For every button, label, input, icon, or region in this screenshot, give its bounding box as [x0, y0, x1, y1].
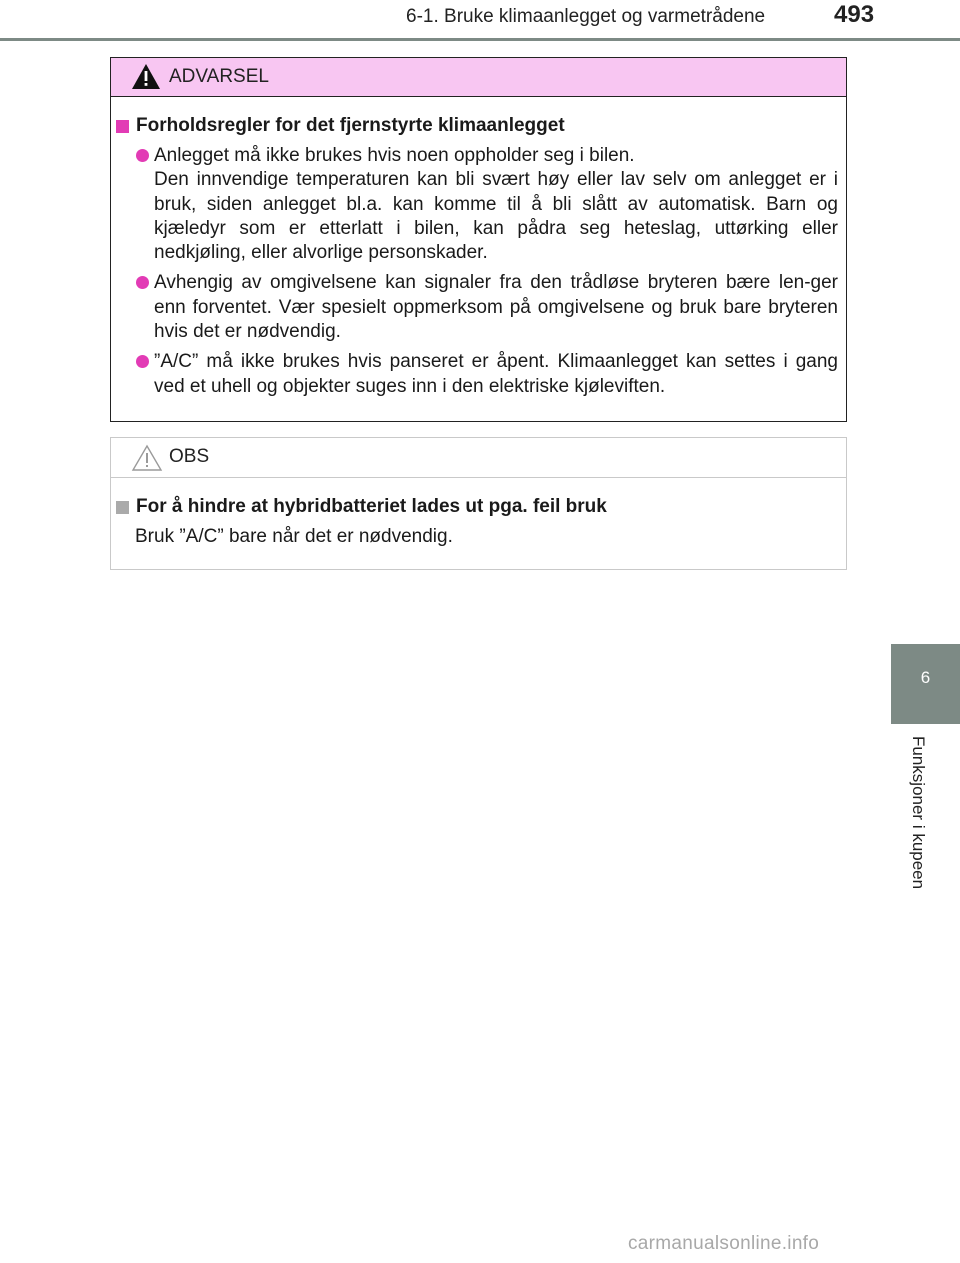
list-item-line: Anlegget må ikke brukes hvis noen oppholder seg i bilen.	[154, 145, 635, 166]
list-item-line: ”A/C” må ikke brukes hvis panseret er åpent. Klimaanlegget kan settes i gang ved et uhell og objekter suges inn i den elektriske kjøleviften.	[154, 351, 838, 397]
section-square-icon	[116, 120, 129, 133]
section-square-icon	[116, 501, 129, 514]
warning-triangle-icon	[131, 63, 161, 90]
chapter-number: 6	[920, 668, 931, 687]
watermark: carmanualsonline.info	[628, 1233, 820, 1254]
notice-section-title-text: For å hindre at hybridbatteriet lades ut pga. feil bruk	[136, 496, 607, 517]
header-title: 6-1. Bruke klimaanlegget og varmetrådene	[406, 6, 766, 27]
warning-section-title	[116, 114, 838, 138]
notice-content	[111, 478, 846, 549]
page-number: 493	[834, 1, 875, 28]
notice-box	[110, 437, 847, 570]
notice-heading: OBS	[169, 446, 210, 467]
warning-heading: ADVARSEL	[169, 66, 269, 87]
page-header	[0, 0, 960, 42]
warning-section-title-text: Forholdsregler for det fjernstyrte klimaanlegget	[136, 115, 565, 136]
list-item	[116, 271, 838, 344]
chapter-label: Funksjoner i kupeen	[909, 736, 928, 890]
notice-header	[111, 438, 846, 478]
list-item	[116, 144, 838, 265]
notice-triangle-icon	[131, 444, 163, 472]
bullet-dot-icon	[136, 149, 149, 162]
notice-body: Bruk ”A/C” bare når det er nødvendig.	[135, 526, 453, 547]
warning-box	[110, 57, 847, 422]
bullet-dot-icon	[136, 276, 149, 289]
list-item-line: Avhengig av omgivelsene kan signaler fra den trådløse bryteren bære len-ger enn forventet. Vær spesielt oppmerksom på omgivelsene og bruk bare bryteren hvis det er nødvendig.	[154, 272, 838, 343]
list-item-line: Den innvendige temperaturen kan bli svært høy eller lav selv om anlegget er i bruk, siden anlegget bl.a. kan komme til å bli slått av automatisk. Barn og kjæledyr som er etterlatt i bilen, kan pådra seg heteslag, uttørking eller nedkjøling, eller alvorlige personskader.	[154, 169, 838, 264]
warning-header	[111, 58, 846, 97]
notice-section-title	[116, 495, 838, 519]
list-item	[116, 350, 838, 399]
header-rule	[0, 38, 960, 41]
warning-content	[111, 97, 846, 399]
bullet-dot-icon	[136, 355, 149, 368]
chapter-tab	[891, 644, 960, 724]
